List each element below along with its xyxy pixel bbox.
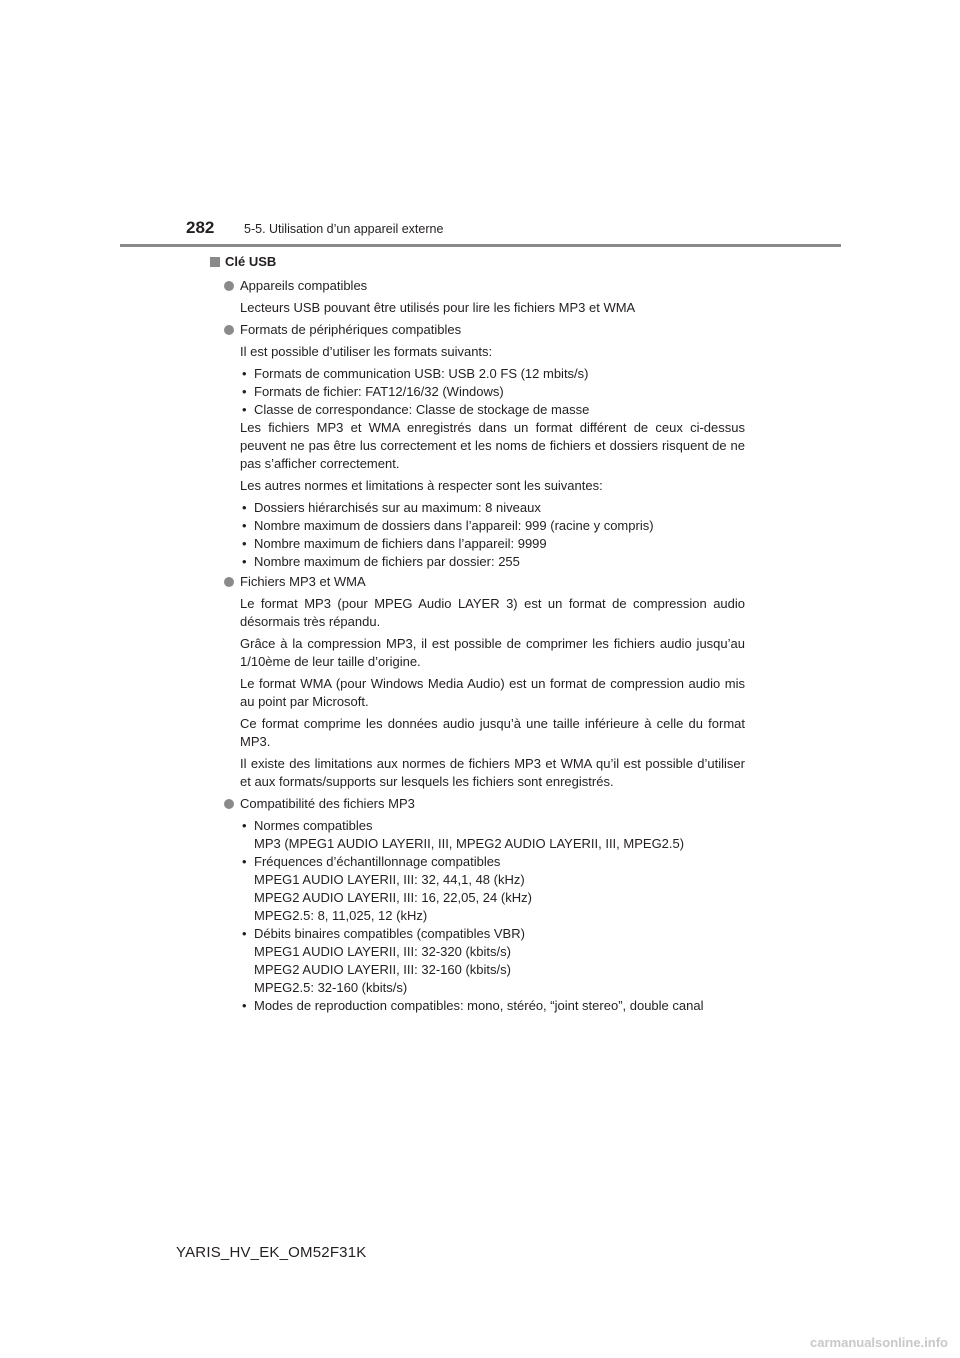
item-line: MPEG2.5: 8, 11,025, 12 (kHz)	[254, 908, 428, 923]
item-line: MPEG1 AUDIO LAYERII, III: 32, 44,1, 48 (kHz)	[254, 872, 525, 887]
list-item: • Formats de fichier: FAT12/16/32 (Windows)	[240, 383, 745, 401]
bullet-fichiers	[224, 573, 745, 591]
circle-bullet-icon	[224, 325, 234, 335]
paragraph: Ce format comprime les données audio jusqu’à une taille inférieure à celle du format MP3.	[240, 716, 745, 749]
list-item: • Dossiers hiérarchisés sur au maximum: 8 niveaux	[240, 499, 745, 517]
mp3-spec-list	[240, 817, 745, 1015]
limits-list	[240, 499, 745, 571]
bullet-appareils	[224, 277, 745, 295]
item-line: MPEG1 AUDIO LAYERII, III: 32-320 (kbits/s)	[254, 944, 511, 959]
item-line: MPEG2.5: 32-160 (kbits/s)	[254, 980, 408, 995]
paragraph: Grâce à la compression MP3, il est possible de comprimer les fichiers audio jusqu’au 1/10ème de leur taille d’origine.	[240, 636, 745, 669]
watermark: carmanualsonline.info	[810, 1335, 948, 1350]
item-label: • Modes de reproduction compatibles: mono, stéréo, “joint stereo”, double canal	[254, 998, 704, 1013]
document-code: YARIS_HV_EK_OM52F31K	[176, 1244, 367, 1261]
list-item: • Formats de communication USB: USB 2.0 FS (12 mbits/s)	[240, 365, 745, 383]
item-line: MPEG2 AUDIO LAYERII, III: 16, 22,05, 24 (kHz)	[254, 890, 532, 905]
item-label: • Débits binaires compatibles (compatibles VBR)	[254, 926, 525, 941]
list-item	[240, 925, 745, 997]
bullet-compatibilite	[224, 795, 745, 813]
paragraph: Les fichiers MP3 et WMA enregistrés dans un format différent de ceux ci-dessus peuvent ne pas être lus correctement et les noms de fichiers et dossiers risquent de ne pas s’afficher correctement.	[240, 420, 745, 471]
paragraph: Il existe des limitations aux normes de fichiers MP3 et WMA qu’il est possible d’utiliser et aux formats/supports sur lesquels les fichiers sont enregistrés.	[240, 756, 745, 789]
heading-text: Clé USB	[225, 254, 277, 269]
bullet-title: Appareils compatibles	[240, 278, 368, 293]
list-item	[240, 997, 745, 1015]
paragraph: Le format MP3 (pour MPEG Audio LAYER 3) est un format de compression audio désormais très répandu.	[240, 596, 745, 629]
section-title: 5-5. Utilisation d’un appareil externe	[244, 222, 444, 236]
bullet-formats	[224, 321, 745, 339]
paragraph: Les autres normes et limitations à respecter sont les suivantes:	[240, 478, 603, 493]
bullet-title: Compatibilité des fichiers MP3	[240, 796, 415, 811]
bullet-title: Fichiers MP3 et WMA	[240, 574, 366, 589]
list-item: • Nombre maximum de fichiers par dossier: 255	[240, 553, 745, 571]
paragraph: Il est possible d’utiliser les formats suivants:	[240, 344, 493, 359]
item-line: MP3 (MPEG1 AUDIO LAYERII, III, MPEG2 AUDIO LAYERII, III, MPEG2.5)	[254, 836, 685, 851]
paragraph: Le format WMA (pour Windows Media Audio) est un format de compression audio mis au point par Microsoft.	[240, 676, 745, 709]
circle-bullet-icon	[224, 577, 234, 587]
list-item	[240, 817, 745, 853]
item-line: MPEG2 AUDIO LAYERII, III: 32-160 (kbits/s)	[254, 962, 511, 977]
circle-bullet-icon	[224, 799, 234, 809]
page-content	[210, 253, 745, 1019]
list-item: • Nombre maximum de fichiers dans l’appareil: 9999	[240, 535, 745, 553]
header-rule	[120, 244, 841, 247]
list-item: • Nombre maximum de dossiers dans l’appareil: 999 (racine y compris)	[240, 517, 745, 535]
list-item	[240, 853, 745, 925]
list-item: • Classe de correspondance: Classe de stockage de masse	[240, 401, 745, 419]
item-label: • Fréquences d’échantillonnage compatibles	[254, 854, 501, 869]
circle-bullet-icon	[224, 281, 234, 291]
item-label: • Normes compatibles	[254, 818, 373, 833]
page-number: 282	[186, 218, 215, 237]
section-heading	[210, 253, 745, 271]
square-bullet-icon	[210, 257, 220, 267]
bullet-title: Formats de périphériques compatibles	[240, 322, 462, 337]
paragraph: Lecteurs USB pouvant être utilisés pour lire les fichiers MP3 et WMA	[240, 300, 636, 315]
format-list	[240, 365, 745, 419]
